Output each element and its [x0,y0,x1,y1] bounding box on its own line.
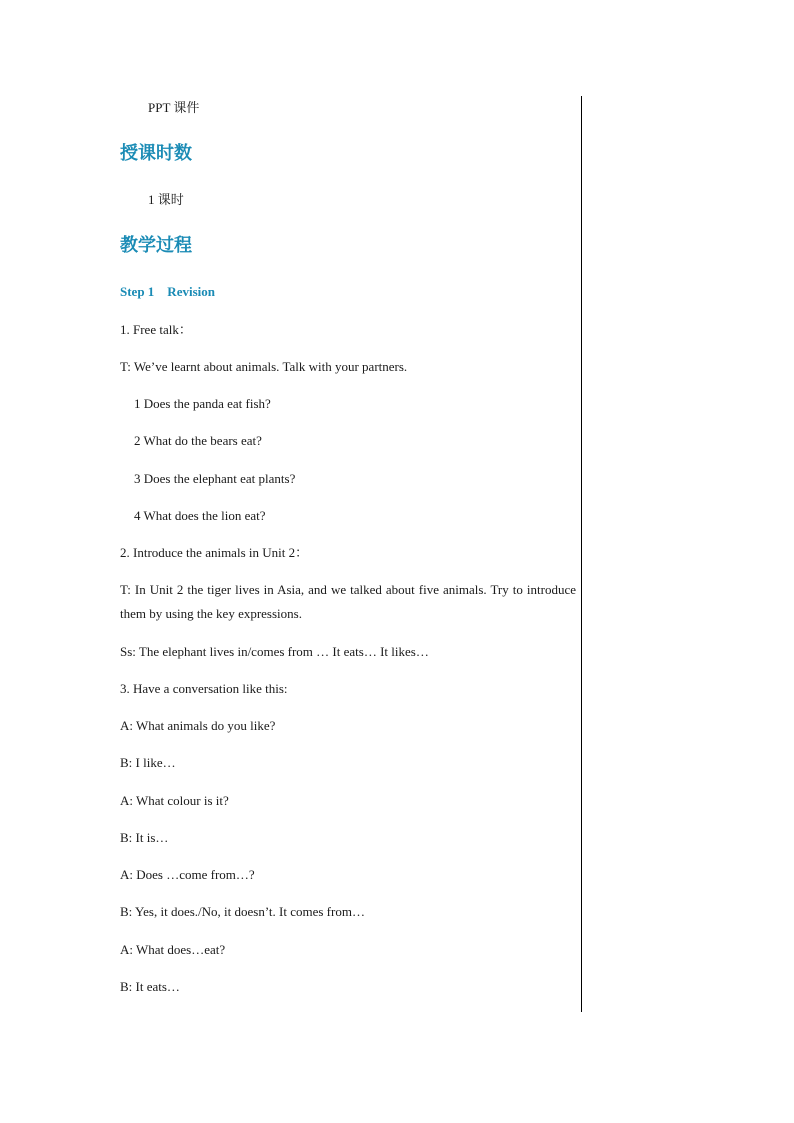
heading-process: 教学过程 [120,235,192,256]
item-introduce-animals: 2. Introduce the animals in Unit 2： [120,545,309,560]
materials-line: PPT 课件 [148,100,200,115]
question-4: 4 What does the lion eat? [134,508,266,523]
students-line: Ss: The elephant lives in/comes from … It eats… It likes… [120,644,429,659]
conversation-line: A: What does…eat? [120,942,226,957]
question-2: 2 What do the bears eat? [134,433,262,448]
teacher-line-1: T: We’ve learnt about animals. Talk with your partners. [120,359,408,374]
conversation-line: B: Yes, it does./No, it doesn’t. It comes from… [120,904,365,919]
hours-line: 1 课时 [148,192,184,207]
conversation-line: A: Does …come from…? [120,867,255,882]
conversation-line: B: It is… [120,830,169,845]
item-free-talk: 1. Free talk： [120,322,192,337]
vertical-rule [581,96,582,1012]
conversation-line: B: I like… [120,755,176,770]
item-conversation: 3. Have a conversation like this: [120,681,288,696]
conversation-line: B: It eats… [120,979,180,994]
step1-title: Step 1 Revision [120,284,215,299]
heading-hours: 授课时数 [120,143,192,164]
teacher-line-2: T: In Unit 2 the tiger lives in Asia, and we talked about five animals. Try to introduce them by using the key expressions. [120,582,576,621]
question-1: 1 Does the panda eat fish? [134,396,271,411]
conversation-line: A: What colour is it? [120,793,229,808]
conversation-line: A: What animals do you like? [120,718,276,733]
question-3: 3 Does the elephant eat plants? [134,471,296,486]
